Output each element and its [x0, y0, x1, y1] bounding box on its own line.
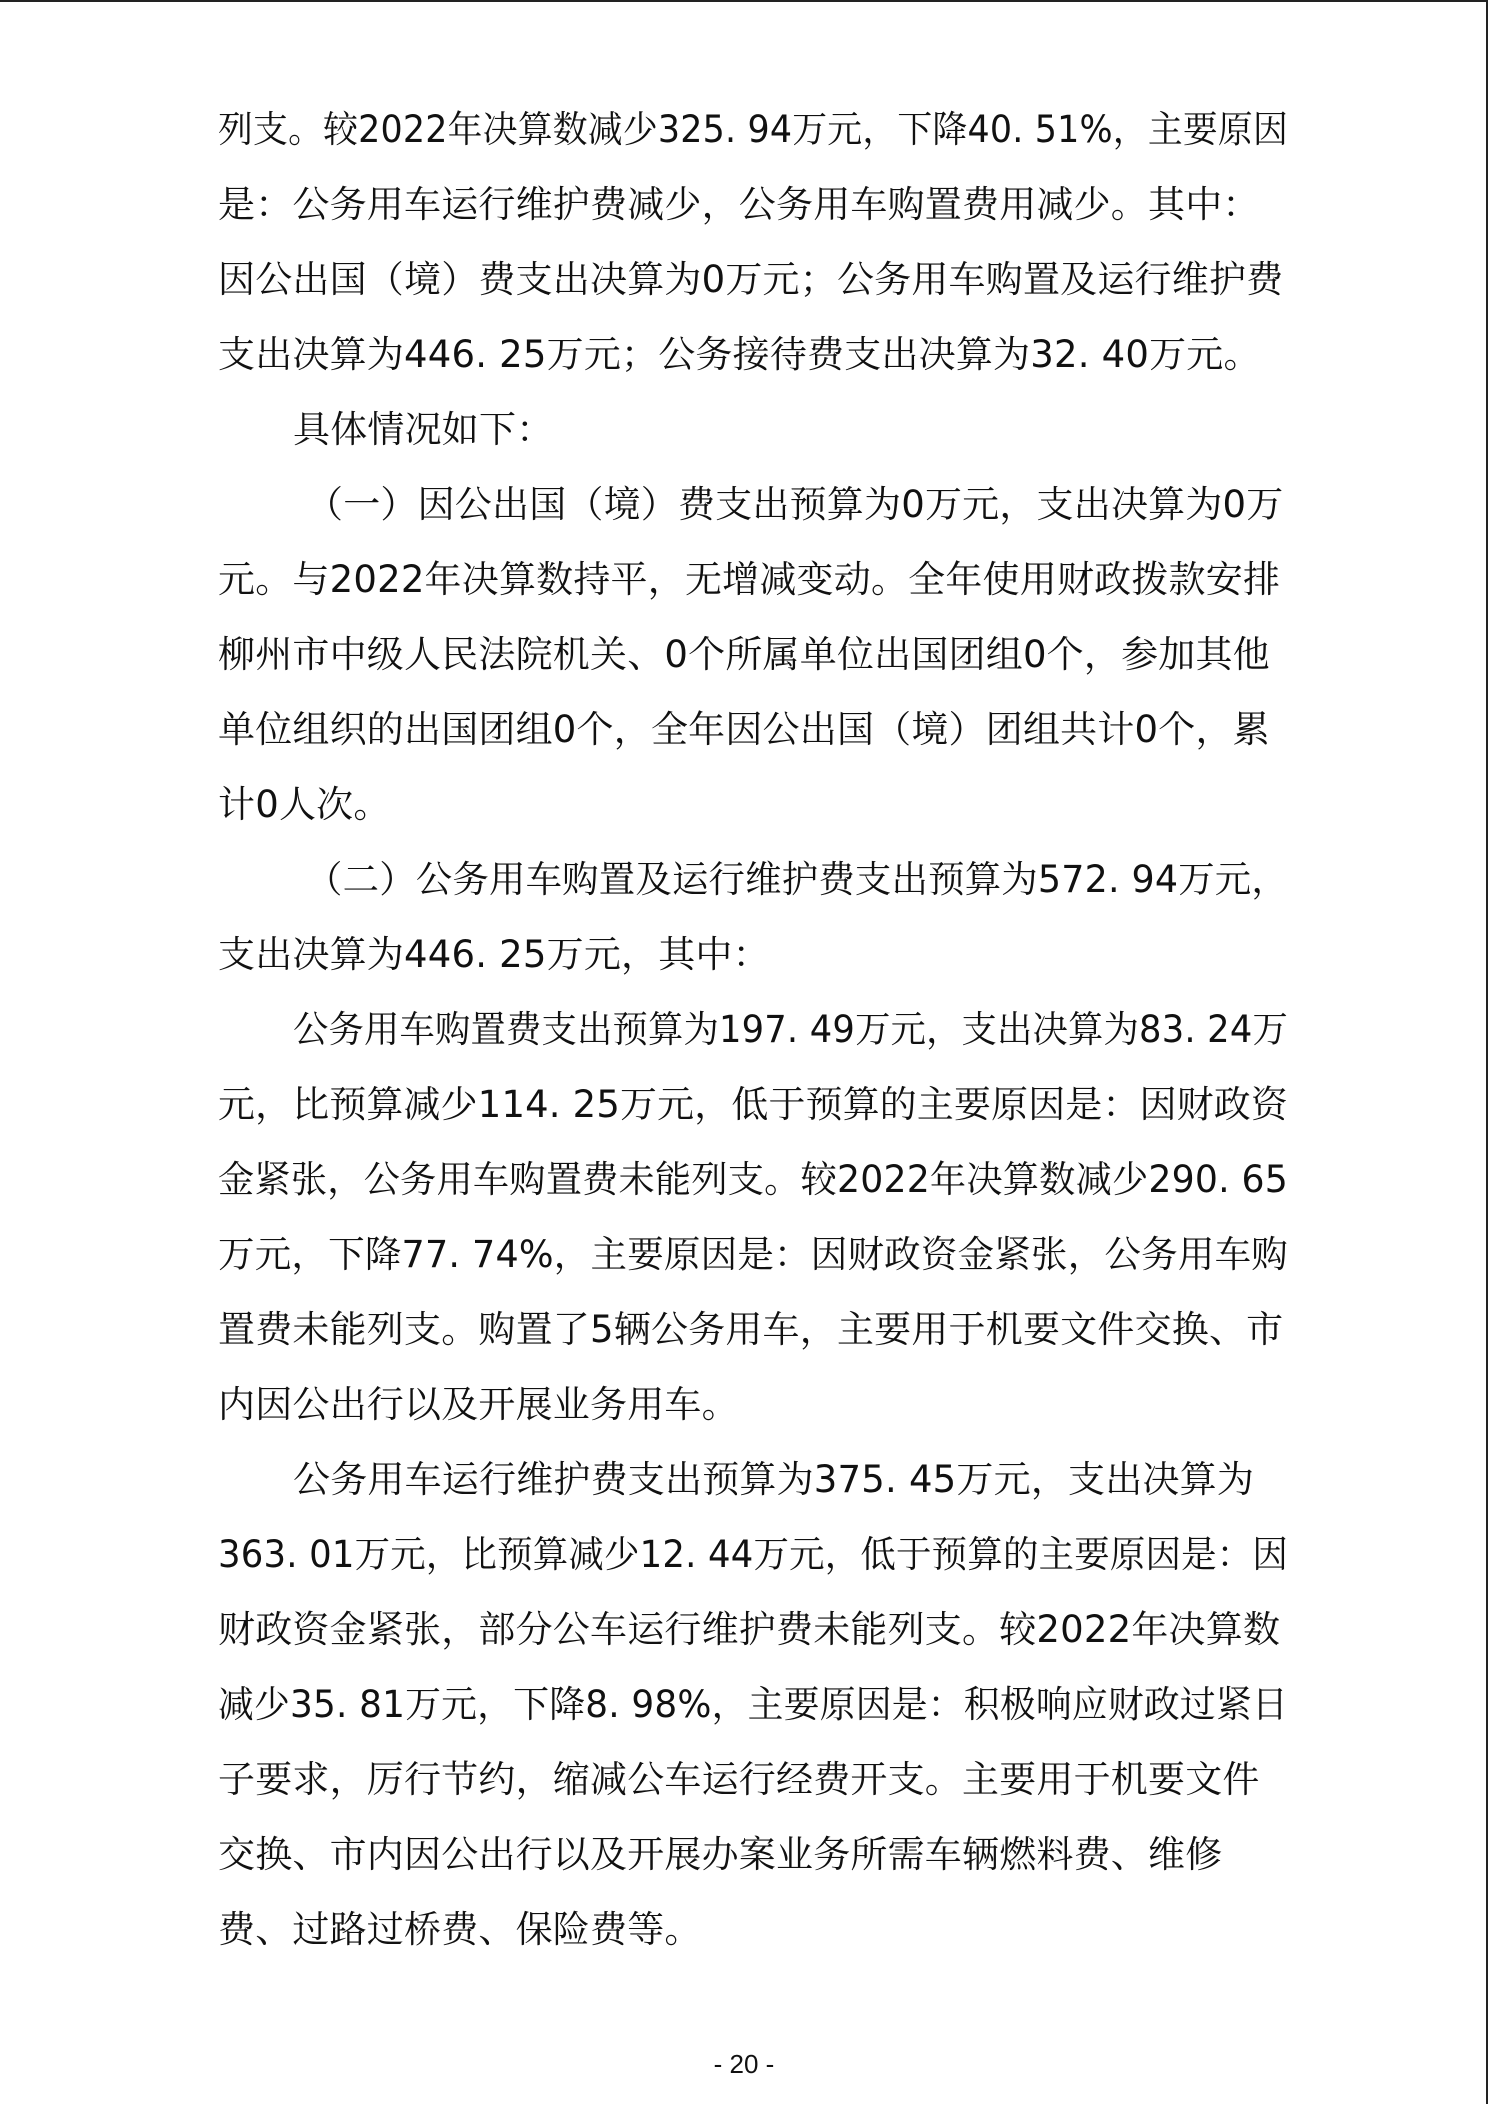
text-line: 财政资金紧张，部分公车运行维护费未能列支。较2022年决算数 [218, 1608, 1281, 1651]
text-line: 公务用车运行维护费支出预算为375. 45万元，支出决算为 [293, 1458, 1255, 1501]
document-body [218, 92, 1288, 1967]
text-line: 单位组织的出国团组0个，全年因公出国（境）团组共计0个，累 [218, 708, 1270, 751]
text-line: 费、过路过桥费、保险费等。 [218, 1908, 702, 1951]
text-line: 子要求，厉行节约，缩减公车运行经费开支。主要用于机要文件 [218, 1758, 1260, 1801]
text-line: 金紧张，公务用车购置费未能列支。较2022年决算数减少290. 65 [218, 1158, 1288, 1201]
page-number: - 20 - [713, 2049, 775, 2079]
text-line: 支出决算为446. 25万元，其中： [218, 933, 770, 976]
text-line: （二）公务用车购置及运行维护费支出预算为572. 94万元， [306, 858, 1288, 901]
text-line: 是：公务用车运行维护费减少，公务用车购置费用减少。其中： [218, 183, 1260, 226]
text-line: 柳州市中级人民法院机关、0个所属单位出国团组0个，参加其他 [218, 633, 1270, 676]
text-line: 具体情况如下： [293, 408, 554, 451]
text-line: 因公出国（境）费支出决算为0万元；公务用车购置及运行维护费 [218, 258, 1284, 301]
text-line: 内因公出行以及开展业务用车。 [218, 1383, 739, 1426]
text-line: 列支。较2022年决算数减少325. 94万元，下降40. 51%，主要原因 [218, 108, 1288, 151]
text-line: （一）因公出国（境）费支出预算为0万元，支出决算为0万 [306, 483, 1284, 526]
text-line: 元，比预算减少114. 25万元，低于预算的主要原因是：因财政资 [218, 1083, 1288, 1126]
text-line: 交换、市内因公出行以及开展办案业务所需车辆燃料费、维修 [218, 1833, 1223, 1876]
text-line: 置费未能列支。购置了5辆公务用车，主要用于机要文件交换、市 [218, 1308, 1284, 1351]
text-line: 363. 01万元，比预算减少12. 44万元，低于预算的主要原因是：因 [218, 1533, 1288, 1576]
text-line: 支出决算为446. 25万元；公务接待费支出决算为32. 40万元。 [218, 333, 1261, 376]
text-line: 公务用车购置费支出预算为197. 49万元，支出决算为83. 24万 [293, 1008, 1288, 1051]
text-line: 万元，下降77. 74%，主要原因是：因财政资金紧张，公务用车购 [218, 1233, 1288, 1276]
text-line: 减少35. 81万元，下降8. 98%，主要原因是：积极响应财政过紧日 [218, 1683, 1288, 1726]
text-line: 元。与2022年决算数持平，无增减变动。全年使用财政拨款安排 [218, 558, 1281, 601]
text-line: 计0人次。 [218, 783, 391, 826]
